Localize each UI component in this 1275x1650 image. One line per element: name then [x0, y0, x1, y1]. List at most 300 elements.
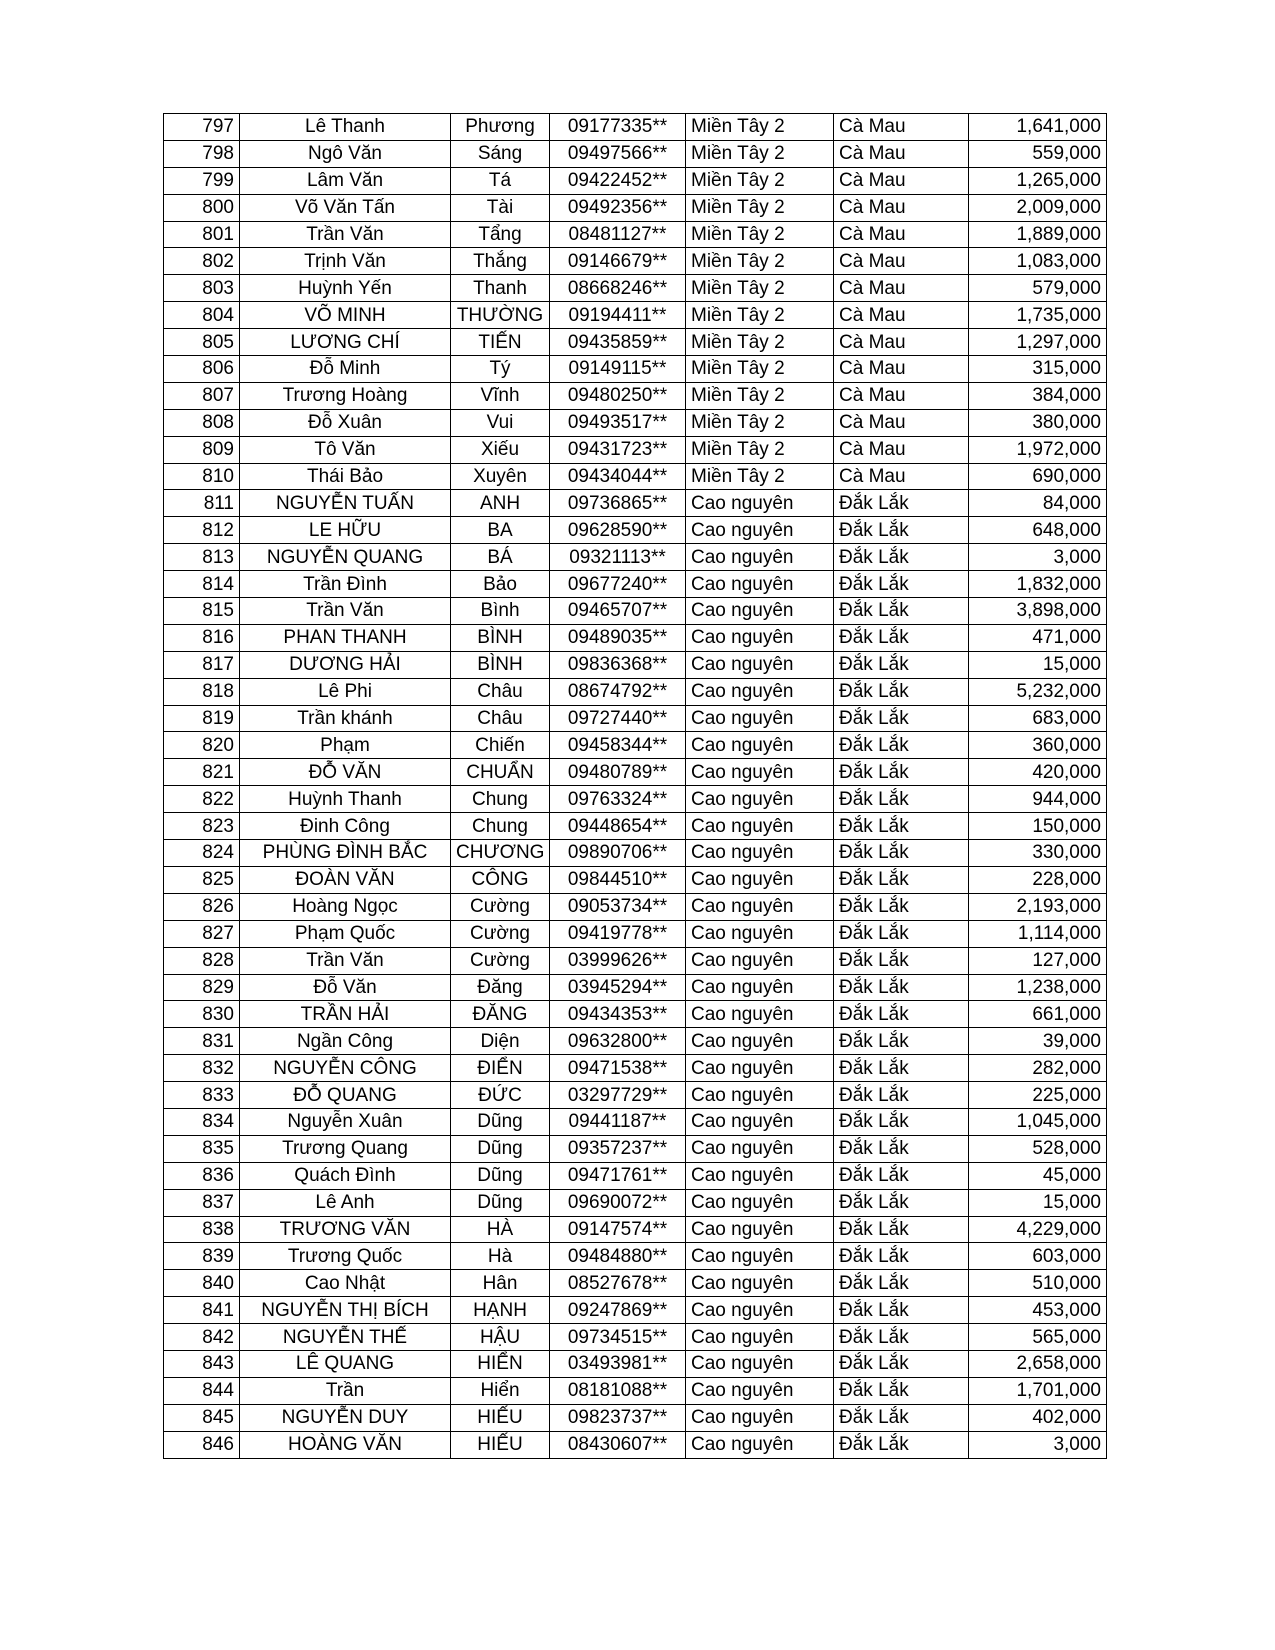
- row-number-cell: 799: [164, 167, 240, 194]
- given-name-cell: Vĩnh: [451, 382, 550, 409]
- row-number-cell: 825: [164, 866, 240, 893]
- family-name-cell: Nguyễn Xuân: [240, 1108, 451, 1135]
- row-number-cell: 824: [164, 840, 240, 867]
- region-cell: Cao nguyên: [686, 840, 834, 867]
- amount-cell: 453,000: [969, 1297, 1107, 1324]
- phone-cell: 09422452**: [550, 167, 686, 194]
- family-name-cell: Trần: [240, 1377, 451, 1404]
- family-name-cell: Đinh Công: [240, 813, 451, 840]
- family-name-cell: Đỗ Minh: [240, 356, 451, 383]
- region-cell: Cao nguyên: [686, 571, 834, 598]
- table-row: [164, 1377, 1107, 1404]
- phone-cell: 09763324**: [550, 786, 686, 813]
- family-name-cell: NGUYỄN TUẤN: [240, 490, 451, 517]
- table-row: [164, 598, 1107, 625]
- given-name-cell: Xiếu: [451, 436, 550, 463]
- family-name-cell: TRẦN HẢI: [240, 1001, 451, 1028]
- phone-cell: 09441187**: [550, 1108, 686, 1135]
- table-row: [164, 678, 1107, 705]
- given-name-cell: Bình: [451, 598, 550, 625]
- row-number-cell: 816: [164, 624, 240, 651]
- region-cell: Cao nguyên: [686, 1270, 834, 1297]
- table-row: [164, 463, 1107, 490]
- region-cell: Cao nguyên: [686, 1189, 834, 1216]
- row-number-cell: 802: [164, 248, 240, 275]
- family-name-cell: VÕ MINH: [240, 302, 451, 329]
- row-number-cell: 832: [164, 1055, 240, 1082]
- family-name-cell: ĐOÀN VĂN: [240, 866, 451, 893]
- table-row: [164, 1055, 1107, 1082]
- phone-cell: 09844510**: [550, 866, 686, 893]
- province-cell: Đắk Lắk: [834, 947, 969, 974]
- province-cell: Đắk Lắk: [834, 1189, 969, 1216]
- given-name-cell: Tý: [451, 356, 550, 383]
- region-cell: Cao nguyên: [686, 732, 834, 759]
- given-name-cell: HIỂN: [451, 1350, 550, 1377]
- province-cell: Đắk Lắk: [834, 1135, 969, 1162]
- phone-cell: 09480250**: [550, 382, 686, 409]
- given-name-cell: Phương: [451, 114, 550, 141]
- given-name-cell: Hà: [451, 1243, 550, 1270]
- row-number-cell: 841: [164, 1297, 240, 1324]
- table-row: [164, 1270, 1107, 1297]
- row-number-cell: 826: [164, 893, 240, 920]
- table-row: [164, 517, 1107, 544]
- family-name-cell: Trần khánh: [240, 705, 451, 732]
- amount-cell: 1,265,000: [969, 167, 1107, 194]
- phone-cell: 09736865**: [550, 490, 686, 517]
- row-number-cell: 818: [164, 678, 240, 705]
- row-number-cell: 801: [164, 221, 240, 248]
- region-cell: Miền Tây 2: [686, 275, 834, 302]
- phone-cell: 03999626**: [550, 947, 686, 974]
- phone-cell: 09823737**: [550, 1404, 686, 1431]
- amount-cell: 3,000: [969, 544, 1107, 571]
- row-number-cell: 808: [164, 409, 240, 436]
- row-number-cell: 845: [164, 1404, 240, 1431]
- given-name-cell: ĐỨC: [451, 1082, 550, 1109]
- province-cell: Đắk Lắk: [834, 1431, 969, 1458]
- given-name-cell: Thắng: [451, 248, 550, 275]
- family-name-cell: NGUYỄN DUY: [240, 1404, 451, 1431]
- amount-cell: 683,000: [969, 705, 1107, 732]
- given-name-cell: Hiển: [451, 1377, 550, 1404]
- table-row: [164, 893, 1107, 920]
- province-cell: Đắk Lắk: [834, 544, 969, 571]
- region-cell: Miền Tây 2: [686, 356, 834, 383]
- province-cell: Đắk Lắk: [834, 1404, 969, 1431]
- amount-cell: 471,000: [969, 624, 1107, 651]
- amount-cell: 648,000: [969, 517, 1107, 544]
- given-name-cell: Sáng: [451, 140, 550, 167]
- given-name-cell: BA: [451, 517, 550, 544]
- province-cell: Cà Mau: [834, 409, 969, 436]
- province-cell: Đắk Lắk: [834, 893, 969, 920]
- province-cell: Đắk Lắk: [834, 920, 969, 947]
- phone-cell: 09194411**: [550, 302, 686, 329]
- province-cell: Đắk Lắk: [834, 1243, 969, 1270]
- table-row: [164, 114, 1107, 141]
- table-row: [164, 1243, 1107, 1270]
- phone-cell: 03493981**: [550, 1350, 686, 1377]
- amount-cell: 1,972,000: [969, 436, 1107, 463]
- table-row: [164, 544, 1107, 571]
- amount-cell: 1,297,000: [969, 329, 1107, 356]
- amount-cell: 282,000: [969, 1055, 1107, 1082]
- family-name-cell: Lê Phi: [240, 678, 451, 705]
- table-row: [164, 436, 1107, 463]
- family-name-cell: Đỗ Văn: [240, 974, 451, 1001]
- phone-cell: 09734515**: [550, 1324, 686, 1351]
- table-row: [164, 624, 1107, 651]
- amount-cell: 360,000: [969, 732, 1107, 759]
- phone-cell: 09836368**: [550, 651, 686, 678]
- region-cell: Cao nguyên: [686, 920, 834, 947]
- row-number-cell: 830: [164, 1001, 240, 1028]
- given-name-cell: CHUẨN: [451, 759, 550, 786]
- amount-cell: 1,889,000: [969, 221, 1107, 248]
- table-row: [164, 140, 1107, 167]
- row-number-cell: 815: [164, 598, 240, 625]
- family-name-cell: Võ Văn Tấn: [240, 194, 451, 221]
- family-name-cell: PHAN THANH: [240, 624, 451, 651]
- region-cell: Miền Tây 2: [686, 221, 834, 248]
- amount-cell: 4,229,000: [969, 1216, 1107, 1243]
- province-cell: Đắk Lắk: [834, 1350, 969, 1377]
- phone-cell: 09419778**: [550, 920, 686, 947]
- phone-cell: 08527678**: [550, 1270, 686, 1297]
- region-cell: Cao nguyên: [686, 651, 834, 678]
- amount-cell: 228,000: [969, 866, 1107, 893]
- row-number-cell: 813: [164, 544, 240, 571]
- province-cell: Cà Mau: [834, 167, 969, 194]
- amount-cell: 603,000: [969, 1243, 1107, 1270]
- given-name-cell: ĐĂNG: [451, 1001, 550, 1028]
- table-row: [164, 1431, 1107, 1458]
- given-name-cell: BÌNH: [451, 624, 550, 651]
- amount-cell: 2,658,000: [969, 1350, 1107, 1377]
- row-number-cell: 804: [164, 302, 240, 329]
- table-row: [164, 1135, 1107, 1162]
- province-cell: Đắk Lắk: [834, 974, 969, 1001]
- row-number-cell: 827: [164, 920, 240, 947]
- family-name-cell: Thái Bảo: [240, 463, 451, 490]
- phone-cell: 09480789**: [550, 759, 686, 786]
- row-number-cell: 819: [164, 705, 240, 732]
- given-name-cell: Chung: [451, 786, 550, 813]
- family-name-cell: HOÀNG VĂN: [240, 1431, 451, 1458]
- region-cell: Cao nguyên: [686, 1055, 834, 1082]
- province-cell: Cà Mau: [834, 194, 969, 221]
- phone-cell: 09484880**: [550, 1243, 686, 1270]
- family-name-cell: Trần Văn: [240, 947, 451, 974]
- family-name-cell: PHÙNG ĐÌNH BẮC: [240, 840, 451, 867]
- family-name-cell: Trương Hoàng: [240, 382, 451, 409]
- phone-cell: 09677240**: [550, 571, 686, 598]
- family-name-cell: Lâm Văn: [240, 167, 451, 194]
- province-cell: Đắk Lắk: [834, 786, 969, 813]
- region-cell: Cao nguyên: [686, 705, 834, 732]
- family-name-cell: NGUYỄN THỊ BÍCH: [240, 1297, 451, 1324]
- given-name-cell: ANH: [451, 490, 550, 517]
- amount-cell: 690,000: [969, 463, 1107, 490]
- family-name-cell: Tô Văn: [240, 436, 451, 463]
- province-cell: Đắk Lắk: [834, 1108, 969, 1135]
- phone-cell: 08181088**: [550, 1377, 686, 1404]
- row-number-cell: 837: [164, 1189, 240, 1216]
- region-cell: Cao nguyên: [686, 866, 834, 893]
- phone-cell: 09177335**: [550, 114, 686, 141]
- family-name-cell: Ngô Văn: [240, 140, 451, 167]
- given-name-cell: Châu: [451, 678, 550, 705]
- row-number-cell: 811: [164, 490, 240, 517]
- family-name-cell: Quách Đình: [240, 1162, 451, 1189]
- phone-cell: 08481127**: [550, 221, 686, 248]
- phone-cell: 09489035**: [550, 624, 686, 651]
- phone-cell: 09628590**: [550, 517, 686, 544]
- province-cell: Cà Mau: [834, 248, 969, 275]
- table-row: [164, 1001, 1107, 1028]
- province-cell: Đắk Lắk: [834, 759, 969, 786]
- table-row: [164, 866, 1107, 893]
- given-name-cell: Dũng: [451, 1108, 550, 1135]
- table-row: [164, 1189, 1107, 1216]
- row-number-cell: 829: [164, 974, 240, 1001]
- region-cell: Cao nguyên: [686, 974, 834, 1001]
- family-name-cell: NGUYỄN CÔNG: [240, 1055, 451, 1082]
- amount-cell: 1,701,000: [969, 1377, 1107, 1404]
- given-name-cell: THƯỜNG: [451, 302, 550, 329]
- amount-cell: 127,000: [969, 947, 1107, 974]
- phone-cell: 09632800**: [550, 1028, 686, 1055]
- phone-cell: 09492356**: [550, 194, 686, 221]
- given-name-cell: Đăng: [451, 974, 550, 1001]
- table-row: [164, 382, 1107, 409]
- given-name-cell: Dũng: [451, 1189, 550, 1216]
- province-cell: Đắk Lắk: [834, 624, 969, 651]
- region-cell: Cao nguyên: [686, 490, 834, 517]
- table-row: [164, 167, 1107, 194]
- row-number-cell: 828: [164, 947, 240, 974]
- region-cell: Cao nguyên: [686, 1082, 834, 1109]
- region-cell: Cao nguyên: [686, 1135, 834, 1162]
- region-cell: Cao nguyên: [686, 786, 834, 813]
- amount-cell: 1,114,000: [969, 920, 1107, 947]
- region-cell: Cao nguyên: [686, 1028, 834, 1055]
- province-cell: Cà Mau: [834, 302, 969, 329]
- amount-cell: 579,000: [969, 275, 1107, 302]
- province-cell: Đắk Lắk: [834, 1377, 969, 1404]
- amount-cell: 3,898,000: [969, 598, 1107, 625]
- region-cell: Cao nguyên: [686, 947, 834, 974]
- phone-cell: 08668246**: [550, 275, 686, 302]
- region-cell: Miền Tây 2: [686, 302, 834, 329]
- family-name-cell: Lê Thanh: [240, 114, 451, 141]
- region-cell: Cao nguyên: [686, 598, 834, 625]
- phone-cell: 09465707**: [550, 598, 686, 625]
- table-row: [164, 1324, 1107, 1351]
- family-name-cell: Phạm: [240, 732, 451, 759]
- phone-cell: 09357237**: [550, 1135, 686, 1162]
- region-cell: Cao nguyên: [686, 1108, 834, 1135]
- family-name-cell: Huỳnh Thanh: [240, 786, 451, 813]
- row-number-cell: 839: [164, 1243, 240, 1270]
- family-name-cell: Trần Văn: [240, 598, 451, 625]
- province-cell: Cà Mau: [834, 114, 969, 141]
- row-number-cell: 821: [164, 759, 240, 786]
- region-cell: Cao nguyên: [686, 1297, 834, 1324]
- family-name-cell: LƯƠNG CHÍ: [240, 329, 451, 356]
- given-name-cell: HẠNH: [451, 1297, 550, 1324]
- row-number-cell: 843: [164, 1350, 240, 1377]
- given-name-cell: HIẾU: [451, 1431, 550, 1458]
- family-name-cell: Trịnh Văn: [240, 248, 451, 275]
- region-cell: Miền Tây 2: [686, 194, 834, 221]
- given-name-cell: Dũng: [451, 1135, 550, 1162]
- amount-cell: 2,193,000: [969, 893, 1107, 920]
- row-number-cell: 840: [164, 1270, 240, 1297]
- row-number-cell: 846: [164, 1431, 240, 1458]
- region-cell: Miền Tây 2: [686, 140, 834, 167]
- region-cell: Cao nguyên: [686, 678, 834, 705]
- region-cell: Cao nguyên: [686, 1377, 834, 1404]
- given-name-cell: Diện: [451, 1028, 550, 1055]
- family-name-cell: Trần Đình: [240, 571, 451, 598]
- row-number-cell: 800: [164, 194, 240, 221]
- given-name-cell: HẬU: [451, 1324, 550, 1351]
- family-name-cell: ĐỖ QUANG: [240, 1082, 451, 1109]
- region-cell: Cao nguyên: [686, 1350, 834, 1377]
- amount-cell: 944,000: [969, 786, 1107, 813]
- province-cell: Đắk Lắk: [834, 651, 969, 678]
- row-number-cell: 806: [164, 356, 240, 383]
- region-cell: Miền Tây 2: [686, 114, 834, 141]
- table-row: [164, 490, 1107, 517]
- amount-cell: 380,000: [969, 409, 1107, 436]
- amount-cell: 420,000: [969, 759, 1107, 786]
- province-cell: Cà Mau: [834, 140, 969, 167]
- province-cell: Đắk Lắk: [834, 1055, 969, 1082]
- province-cell: Đắk Lắk: [834, 1001, 969, 1028]
- row-number-cell: 838: [164, 1216, 240, 1243]
- amount-cell: 1,238,000: [969, 974, 1107, 1001]
- amount-cell: 315,000: [969, 356, 1107, 383]
- table-row: [164, 759, 1107, 786]
- table-row: [164, 1162, 1107, 1189]
- amount-cell: 39,000: [969, 1028, 1107, 1055]
- province-cell: Đắk Lắk: [834, 678, 969, 705]
- province-cell: Cà Mau: [834, 356, 969, 383]
- table-row: [164, 221, 1107, 248]
- table-row: [164, 1216, 1107, 1243]
- amount-cell: 528,000: [969, 1135, 1107, 1162]
- phone-cell: 09458344**: [550, 732, 686, 759]
- amount-cell: 661,000: [969, 1001, 1107, 1028]
- table-body: [164, 114, 1107, 1459]
- row-number-cell: 823: [164, 813, 240, 840]
- phone-cell: 09727440**: [550, 705, 686, 732]
- amount-cell: 45,000: [969, 1162, 1107, 1189]
- family-name-cell: Đỗ Xuân: [240, 409, 451, 436]
- table-row: [164, 732, 1107, 759]
- given-name-cell: Hân: [451, 1270, 550, 1297]
- province-cell: Cà Mau: [834, 329, 969, 356]
- phone-cell: 09431723**: [550, 436, 686, 463]
- region-cell: Miền Tây 2: [686, 382, 834, 409]
- province-cell: Cà Mau: [834, 463, 969, 490]
- amount-cell: 2,009,000: [969, 194, 1107, 221]
- phone-cell: 09247869**: [550, 1297, 686, 1324]
- family-name-cell: DƯƠNG HẢI: [240, 651, 451, 678]
- table-row: [164, 920, 1107, 947]
- table-row: [164, 813, 1107, 840]
- province-cell: Đắk Lắk: [834, 840, 969, 867]
- phone-cell: 09321113**: [550, 544, 686, 571]
- family-name-cell: Phạm Quốc: [240, 920, 451, 947]
- row-number-cell: 834: [164, 1108, 240, 1135]
- table-row: [164, 1404, 1107, 1431]
- given-name-cell: Bảo: [451, 571, 550, 598]
- amount-cell: 1,832,000: [969, 571, 1107, 598]
- region-cell: Cao nguyên: [686, 1404, 834, 1431]
- region-cell: Miền Tây 2: [686, 463, 834, 490]
- given-name-cell: BÁ: [451, 544, 550, 571]
- given-name-cell: Tá: [451, 167, 550, 194]
- table-row: [164, 275, 1107, 302]
- amount-cell: 225,000: [969, 1082, 1107, 1109]
- row-number-cell: 820: [164, 732, 240, 759]
- phone-cell: 09149115**: [550, 356, 686, 383]
- table-row: [164, 329, 1107, 356]
- region-cell: Cao nguyên: [686, 624, 834, 651]
- data-table: [163, 113, 1107, 1459]
- row-number-cell: 807: [164, 382, 240, 409]
- amount-cell: 84,000: [969, 490, 1107, 517]
- family-name-cell: LÊ QUANG: [240, 1350, 451, 1377]
- table-row: [164, 705, 1107, 732]
- province-cell: Đắk Lắk: [834, 866, 969, 893]
- row-number-cell: 805: [164, 329, 240, 356]
- province-cell: Cà Mau: [834, 436, 969, 463]
- province-cell: Đắk Lắk: [834, 1324, 969, 1351]
- table-row: [164, 1297, 1107, 1324]
- table-row: [164, 302, 1107, 329]
- amount-cell: 1,735,000: [969, 302, 1107, 329]
- province-cell: Cà Mau: [834, 382, 969, 409]
- phone-cell: 03297729**: [550, 1082, 686, 1109]
- row-number-cell: 831: [164, 1028, 240, 1055]
- province-cell: Đắk Lắk: [834, 1297, 969, 1324]
- phone-cell: 09435859**: [550, 329, 686, 356]
- amount-cell: 510,000: [969, 1270, 1107, 1297]
- family-name-cell: Hoàng Ngọc: [240, 893, 451, 920]
- given-name-cell: Cường: [451, 893, 550, 920]
- given-name-cell: Cường: [451, 920, 550, 947]
- region-cell: Miền Tây 2: [686, 167, 834, 194]
- family-name-cell: Trương Quốc: [240, 1243, 451, 1270]
- table-row: [164, 571, 1107, 598]
- region-cell: Miền Tây 2: [686, 329, 834, 356]
- given-name-cell: Vui: [451, 409, 550, 436]
- amount-cell: 150,000: [969, 813, 1107, 840]
- phone-cell: 09890706**: [550, 840, 686, 867]
- table-row: [164, 651, 1107, 678]
- given-name-cell: Dũng: [451, 1162, 550, 1189]
- family-name-cell: Trương Quang: [240, 1135, 451, 1162]
- amount-cell: 384,000: [969, 382, 1107, 409]
- family-name-cell: Ngần Công: [240, 1028, 451, 1055]
- phone-cell: 09497566**: [550, 140, 686, 167]
